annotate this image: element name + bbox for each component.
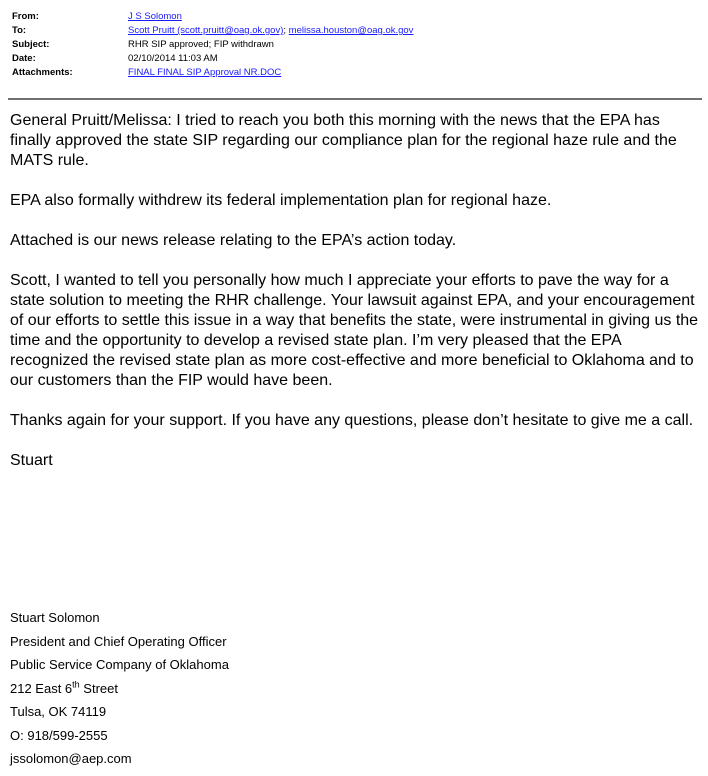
body-paragraph: Attached is our news release relating to the EPA’s action today. bbox=[10, 232, 457, 249]
street-prefix: 212 East 6 bbox=[10, 680, 73, 696]
to-link-houston[interactable]: melissa.houston@oag.ok.gov bbox=[288, 25, 414, 36]
to-link-pruitt[interactable]: Scott Pruitt (scott.pruitt@oag.ok.gov) bbox=[128, 25, 284, 36]
signature-street bbox=[10, 677, 700, 701]
signature-company: Public Service Company of Oklahoma bbox=[10, 657, 229, 672]
to-separator: ; bbox=[283, 25, 289, 36]
subject-value: RHR SIP approved; FIP withdrawn bbox=[128, 39, 274, 50]
street-ordinal: th bbox=[72, 679, 80, 690]
body-paragraph: EPA also formally withdrew its federal implementation plan for regional haze. bbox=[10, 192, 552, 209]
to-row bbox=[12, 24, 702, 38]
attachment-link[interactable]: FINAL FINAL SIP Approval NR.DOC bbox=[128, 67, 282, 78]
email-header bbox=[12, 10, 702, 80]
from-label: From: bbox=[12, 11, 39, 22]
attachments-row bbox=[12, 66, 702, 80]
signature-phone: O: 918/599-2555 bbox=[10, 727, 108, 743]
signature-block bbox=[10, 606, 700, 771]
signature-name: Stuart Solomon bbox=[10, 610, 100, 625]
signature-email[interactable]: jssolomon@aep.com bbox=[10, 751, 132, 766]
attachments-label: Attachments: bbox=[12, 67, 73, 78]
body-sign-off: Stuart bbox=[10, 452, 53, 469]
subject-row bbox=[12, 38, 702, 52]
from-link[interactable]: J S Solomon bbox=[128, 11, 182, 22]
to-label: To: bbox=[12, 25, 27, 36]
email-body bbox=[10, 111, 700, 491]
date-label: Date: bbox=[12, 53, 36, 64]
body-paragraph: Scott, I wanted to tell you personally how much I appreciate your efforts to pave the way for a state solution to meeting the RHR challenge. Your lawsuit against EPA, and your encouragement of our efforts to settle this issue in a way that benefits the state, were instrumental in giving us the time and the opportunity to develop a revised state plan. I’m very pleased that the EPA recognized the revised state plan as more cost-effective and more beneficial to Oklahoma and to our customers than the FIP would have been. bbox=[10, 272, 699, 389]
header-divider bbox=[8, 98, 702, 100]
date-row bbox=[12, 52, 702, 66]
date-value: 02/10/2014 11:03 AM bbox=[128, 53, 218, 64]
signature-title: President and Chief Operating Officer bbox=[10, 633, 227, 649]
signature-city: Tulsa, OK 74119 bbox=[10, 704, 107, 719]
street-rest: Street bbox=[79, 680, 118, 696]
body-paragraph: General Pruitt/Melissa: I tried to reach you both this morning with the news that the EPA has finally approved the state SIP regarding our compliance plan for the regional haze rule and the MATS rule. bbox=[10, 112, 677, 169]
to-value bbox=[128, 24, 702, 38]
body-paragraph: Thanks again for your support. If you have any questions, please don’t hesitate to give me a call. bbox=[10, 412, 694, 429]
subject-label: Subject: bbox=[12, 39, 50, 50]
from-row bbox=[12, 10, 702, 24]
